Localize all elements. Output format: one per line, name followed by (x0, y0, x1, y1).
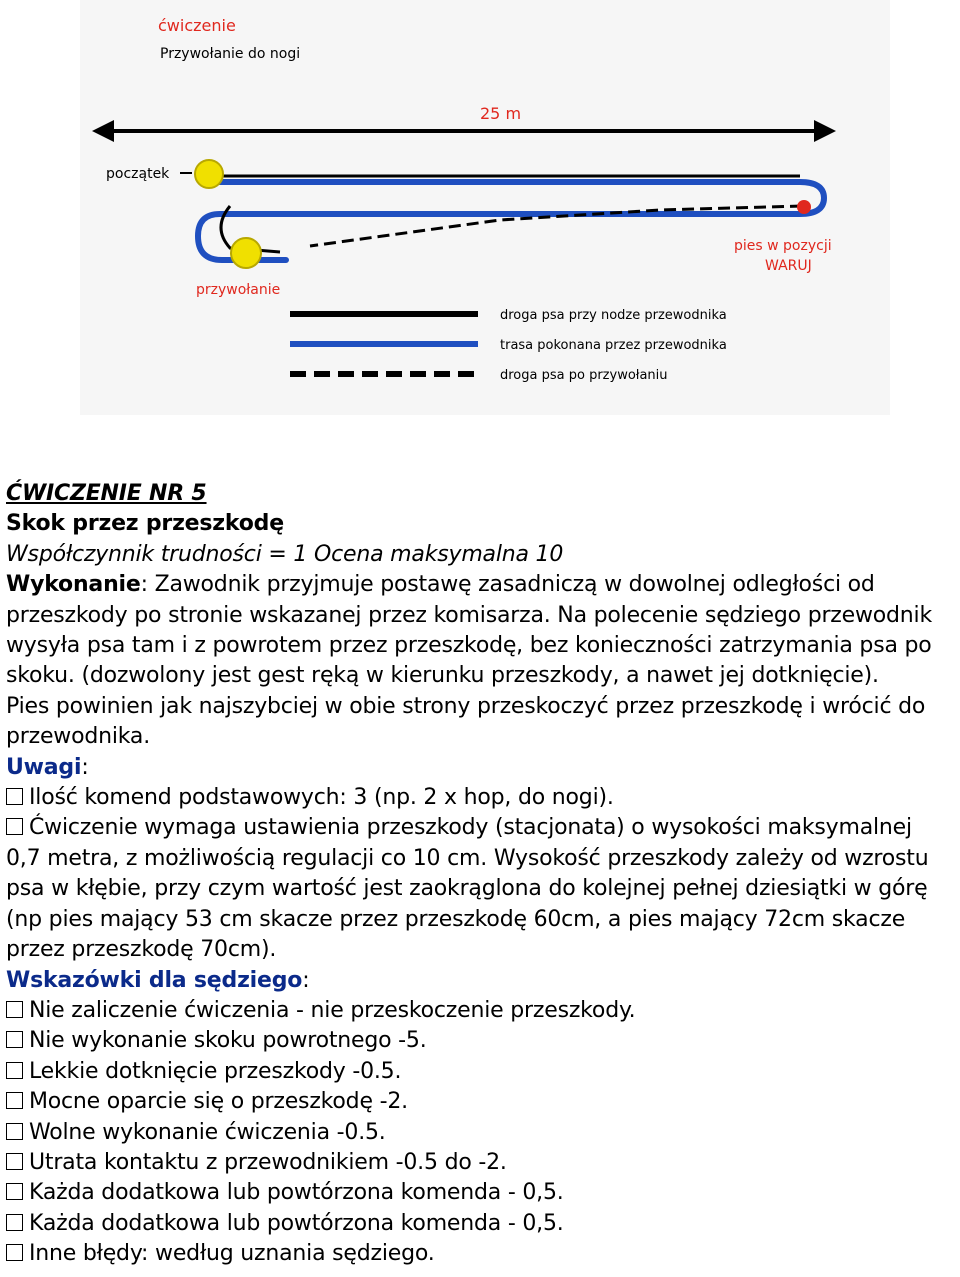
legend-text-handler: trasa pokonana przez przewodnika (500, 338, 727, 353)
recall-point (231, 238, 261, 268)
execution-line-4: skoku. (dozwolony jest gest ręką w kierunku przeszkody, a nawet jej dotknięcie). (6, 663, 879, 689)
judge-item: Każda dodatkowa lub powtórzona komenda - 0,5. (6, 1178, 960, 1208)
judge-item: Inne błędy: według uznania sędziego. (6, 1239, 960, 1269)
execution-line-5: Pies powinien jak najszybciej w obie strony przeskoczyć przez przeszkodę i wrócić do (6, 693, 926, 719)
note-line: (np pies mający 53 cm skacze przez przeszkodę 60cm, a pies mający 72cm skacze (6, 906, 906, 932)
exercise-diagram (80, 0, 890, 415)
checkbox-icon (6, 818, 23, 835)
dog-position-label-2: WARUJ (765, 258, 812, 274)
judge-heading: Wskazówki dla sędziego: (6, 967, 310, 993)
execution-line-3: wysyła psa tam i z powrotem przez przeszkodę, bez konieczności zatrzymania psa po (6, 633, 932, 659)
legend-text-recall: droga psa po przywołaniu (500, 368, 668, 383)
judge-item: Utrata kontaktu z przewodnikiem -0.5 do -2. (6, 1148, 960, 1178)
exercise-text (6, 479, 960, 1270)
execution-paragraph: Wykonanie: Zawodnik przyjmuje postawę zasadniczą w dowolnej odległości od (6, 572, 875, 598)
judge-item: Nie zaliczenie ćwiczenia - nie przeskoczenie przeszkody. (6, 996, 960, 1026)
checkbox-icon (6, 1183, 23, 1200)
legend-text-heel: droga psa przy nodze przewodnika (500, 308, 727, 323)
checkbox-icon (6, 1062, 23, 1079)
checkbox-icon (6, 1123, 23, 1140)
dog-position-label-1: pies w pozycji (734, 238, 832, 254)
checkbox-icon (6, 1244, 23, 1261)
notes-label: Uwagi (6, 754, 82, 780)
legend (290, 308, 727, 383)
note-line: przez przeszkodę 70cm). (6, 937, 277, 963)
start-label: początek (106, 166, 170, 182)
note-line: 0,7 metra, z możliwością regulacji co 10 cm. Wysokość przeszkody zależy od wzrostu (6, 845, 929, 871)
notes-heading: Uwagi: (6, 754, 89, 780)
note-item: Ćwiczenie wymaga ustawienia przeszkody (stacjonata) o wysokości maksymalnej (6, 813, 960, 843)
execution-label: Wykonanie (6, 572, 141, 598)
judge-item: Mocne oparcie się o przeszkodę -2. (6, 1087, 960, 1117)
checkbox-icon (6, 788, 23, 805)
execution-line-1: Zawodnik przyjmuje postawę zasadniczą w dowolnej odległości od (147, 572, 875, 598)
execution-line-2: przeszkody po stronie wskazanej przez komisarza. Na polecenie sędziego przewodnik (6, 602, 933, 628)
checkbox-icon (6, 1153, 23, 1170)
dog-position-point (797, 200, 811, 214)
exercise-title: Skok przez przeszkodę (6, 511, 284, 537)
judge-item: Lekkie dotknięcie przeszkody -0.5. (6, 1057, 960, 1087)
execution-line-6: przewodnika. (6, 724, 150, 750)
note-line: psa w kłębie, przy czym wartość jest zaokrąglona do kolejnej pełnej dziesiątki w górę (6, 876, 928, 902)
judge-label: Wskazówki dla sędziego (6, 967, 303, 993)
start-point (195, 160, 223, 188)
distance-label: 25 m (480, 104, 522, 123)
exercise-heading: ĆWICZENIE NR 5 (6, 481, 207, 506)
diagram-subtitle: Przywołanie do nogi (160, 46, 301, 62)
note-item: Ilość komend podstawowych: 3 (np. 2 x hop, do nogi). (6, 783, 960, 813)
diagram-title: ćwiczenie (158, 16, 236, 35)
checkbox-icon (6, 1214, 23, 1231)
judge-item: Nie wykonanie skoku powrotnego -5. (6, 1026, 960, 1056)
handler-route (198, 182, 824, 260)
judge-item: Wolne wykonanie ćwiczenia -0.5. (6, 1118, 960, 1148)
checkbox-icon (6, 1092, 23, 1109)
judge-item: Każda dodatkowa lub powtórzona komenda - 0,5. (6, 1209, 960, 1239)
recall-label: przywołanie (196, 282, 281, 298)
checkbox-icon (6, 1001, 23, 1018)
difficulty-line: Współczynnik trudności = 1 Ocena maksymalna 10 (6, 541, 564, 567)
checkbox-icon (6, 1031, 23, 1048)
distance-arrow (92, 120, 836, 142)
